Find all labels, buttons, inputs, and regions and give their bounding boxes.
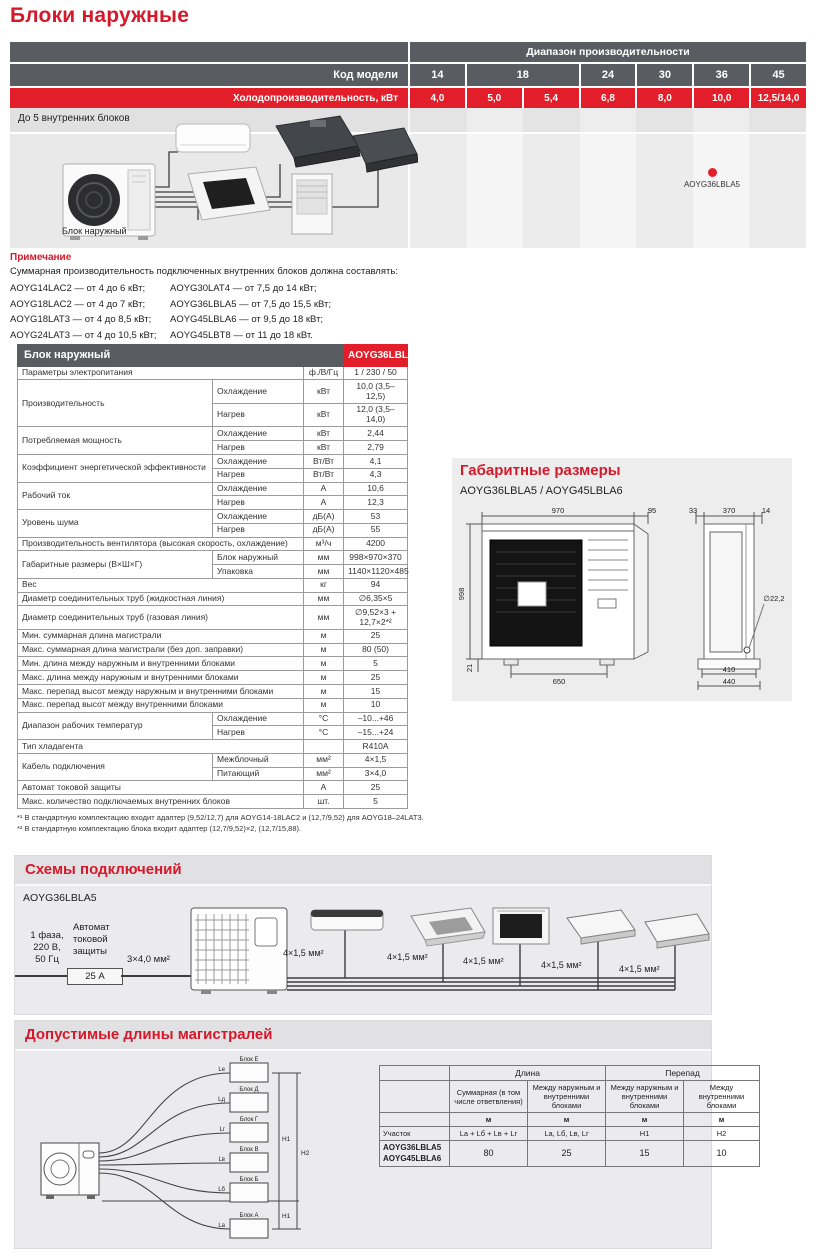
section-cell: Lа, Lб, Lв, Lг xyxy=(528,1127,606,1141)
block-label: Блок А xyxy=(239,1213,259,1219)
spec-cell: 4,3 xyxy=(344,468,408,482)
spec-cell: 25 xyxy=(344,781,408,795)
capacity-table xyxy=(10,42,806,110)
block-label: Блок Д xyxy=(239,1087,259,1093)
spec-cell: Нагрев xyxy=(213,726,304,740)
spec-row xyxy=(18,740,408,754)
section-cell: H1 xyxy=(606,1127,684,1141)
spec-cell: 10,6 xyxy=(344,482,408,496)
spec-cell: мм xyxy=(304,565,344,579)
cooling-value: 5,4 xyxy=(524,88,579,108)
pipe-lengths-table xyxy=(379,1065,760,1167)
spec-row xyxy=(18,592,408,606)
spec-cell: А xyxy=(304,496,344,510)
spec-cell xyxy=(304,740,344,754)
pipe-lengths-diagram xyxy=(27,1053,362,1245)
spec-cell: мм xyxy=(304,592,344,606)
model-cell xyxy=(380,1141,450,1167)
spec-cell: 55 xyxy=(344,523,408,537)
spec-cell: 1 / 230 / 50 xyxy=(344,366,408,380)
spec-cell: мм xyxy=(304,551,344,565)
model-marker-label: AOYG36LBLA5 xyxy=(683,180,741,189)
length-header: Длина xyxy=(450,1066,606,1081)
duct-unit-image xyxy=(276,116,360,167)
spec-cell: Параметры электропитания xyxy=(18,366,304,380)
spec-cell: м³/ч xyxy=(304,537,344,551)
dim-side-depth: 370 xyxy=(722,506,736,515)
spec-cell: °C xyxy=(304,712,344,726)
spec-cell: А xyxy=(304,482,344,496)
spec-cell: м xyxy=(304,629,344,643)
block-label: Блок Б xyxy=(239,1177,259,1183)
spec-row xyxy=(18,578,408,592)
note-item: AOYG18LAT3 — от 4 до 8,5 кВт; xyxy=(10,314,152,325)
units-cluster-image xyxy=(48,112,418,242)
notes-column-right xyxy=(170,281,331,343)
spec-cell: 2,79 xyxy=(344,441,408,455)
spec-cell: Питающий xyxy=(213,767,304,781)
max-indoor-label: До 5 внутренних блоков xyxy=(18,113,130,124)
spec-row xyxy=(18,712,408,726)
spec-row xyxy=(18,795,408,809)
spec-cell: Охлаждение xyxy=(213,712,304,726)
spec-cell: кВт xyxy=(304,380,344,404)
spec-cell: Габаритные размеры (В×Ш×Г) xyxy=(18,551,213,579)
note-item: AOYG36LBLA5 — от 7,5 до 15,5 кВт; xyxy=(170,298,331,310)
notes-title: Примечание xyxy=(10,252,72,263)
spec-cell: Охлаждение xyxy=(213,380,304,404)
value-cell: 80 xyxy=(450,1141,528,1167)
spec-cell: 10,0 (3,5–12,5) xyxy=(344,380,408,404)
model-code: 45 xyxy=(751,64,806,86)
cooling-value: 8,0 xyxy=(637,88,692,108)
spec-cell: ∅6,35×5 xyxy=(344,592,408,606)
spec-cell: Упаковка xyxy=(213,565,304,579)
spec-header-model: AOYG36LBLA5 xyxy=(344,345,408,367)
pipe-col-header: Между внутренними блоками xyxy=(684,1081,760,1113)
breaker-rating-box: 25 А xyxy=(67,968,123,985)
dim-side-offset: 33 xyxy=(688,506,698,515)
power-line: 1 фаза, xyxy=(30,930,64,941)
wall-unit-image xyxy=(176,124,250,152)
spec-cell: Производительность вентилятора (высокая скорость, охлаждение) xyxy=(18,537,304,551)
note-item: AOYG45LBLA6 — от 9,5 до 18 кВт; xyxy=(170,314,324,325)
spec-cell: 12,3 xyxy=(344,496,408,510)
spec-cell: Макс. длина между наружным и внутренними блоками xyxy=(18,671,304,685)
spec-cell: Блок наружный xyxy=(213,551,304,565)
spec-cell: –15...+24 xyxy=(344,726,408,740)
pipe-table-row xyxy=(380,1141,760,1167)
spec-cell: Коэффициент энергетической эффективности xyxy=(18,455,213,483)
branch-cable-label: 4×1,5 мм² xyxy=(463,956,504,966)
h1-label: H1 xyxy=(282,1136,291,1143)
spec-cell: Производительность xyxy=(18,380,213,427)
footnote-2: *² В стандартную комплектацию блока входит адаптер (12,7/9,52)×2, (12,7/15,88). xyxy=(17,824,302,833)
dim-foot-span: 650 xyxy=(552,677,566,686)
wiring-title: Схемы подключений xyxy=(25,861,182,878)
spec-row xyxy=(18,427,408,441)
model-code: 24 xyxy=(581,64,636,86)
spec-row xyxy=(18,671,408,685)
spec-cell: кг xyxy=(304,578,344,592)
pipe-col-header: Между наружным и внутренними блоками xyxy=(528,1081,606,1113)
value-cell: 15 xyxy=(606,1141,684,1167)
notes-column-left xyxy=(10,281,157,343)
dim-base-outer: 440 xyxy=(722,677,736,686)
capacity-range-row xyxy=(10,42,806,62)
dim-front-height: 998 xyxy=(457,587,466,601)
length-label: Lб xyxy=(218,1187,225,1193)
supply-cable-label: 3×4,0 мм² xyxy=(127,954,170,965)
spec-cell: Нагрев xyxy=(213,403,304,427)
spec-cell: м xyxy=(304,657,344,671)
note-item: AOYG18LAC2 — от 4 до 7 кВт; xyxy=(10,298,146,310)
dimensions-section xyxy=(452,458,792,701)
pipe-col-header: Суммарная (в том числе ответвления) xyxy=(450,1081,528,1113)
spec-cell: –10...+46 xyxy=(344,712,408,726)
spec-row xyxy=(18,606,408,630)
outdoor-unit-image xyxy=(191,908,287,994)
spec-cell: Вт/Вт xyxy=(304,455,344,469)
outdoor-unit-image xyxy=(41,1143,99,1199)
spec-row xyxy=(18,380,408,404)
dimensions-drawing xyxy=(452,502,792,697)
spec-cell: 12,0 (3,5–14,0) xyxy=(344,403,408,427)
spec-cell: Нагрев xyxy=(213,496,304,510)
pipe-table-row xyxy=(380,1066,760,1081)
model-line: AOYG45LBLA6 xyxy=(383,1153,442,1163)
cooling-value: 12,5/14,0 xyxy=(751,88,806,108)
pipe-table-wrap xyxy=(379,1065,760,1167)
spec-table-wrap xyxy=(17,344,421,809)
dim-front-overhang: 95 xyxy=(647,506,657,515)
connection-lines xyxy=(155,152,378,234)
cooling-value: 4,0 xyxy=(410,88,465,108)
dimensions-models: AOYG36LBLA5 / AOYG45LBLA6 xyxy=(460,485,623,497)
spec-cell: кВт xyxy=(304,403,344,427)
spec-cell: °C xyxy=(304,726,344,740)
spec-cell: 25 xyxy=(344,671,408,685)
spec-cell: 94 xyxy=(344,578,408,592)
model-code: 30 xyxy=(637,64,692,86)
spec-row xyxy=(18,753,408,767)
spec-row xyxy=(18,643,408,657)
spec-cell: Охлаждение xyxy=(213,427,304,441)
power-line: 220 В, xyxy=(33,942,61,953)
spec-cell: 4,1 xyxy=(344,455,408,469)
spec-cell: Макс. перепад высот между внутренними блоками xyxy=(18,698,304,712)
spec-cell: Кабель подключения xyxy=(18,753,213,781)
console-unit-image xyxy=(292,174,332,234)
spec-cell: ∅9,52×3 + 12,7×2*² xyxy=(344,606,408,630)
dimensions-title: Габаритные размеры xyxy=(460,462,621,479)
cooling-value: 6,8 xyxy=(581,88,636,108)
pipe-col-header: Между наружным и внутренними блоками xyxy=(606,1081,684,1113)
block-label: Блок Е xyxy=(239,1057,259,1063)
h2-label: H2 xyxy=(301,1150,310,1157)
duct-unit-image xyxy=(567,910,635,944)
spec-cell: 2,44 xyxy=(344,427,408,441)
section-label: Участок xyxy=(380,1127,450,1141)
section-cell: H2 xyxy=(684,1127,760,1141)
spec-row xyxy=(18,537,408,551)
length-label: Lв xyxy=(218,1157,225,1163)
branch-cable-label: 4×1,5 мм² xyxy=(387,952,428,962)
spec-row xyxy=(18,657,408,671)
overview-band xyxy=(10,108,806,248)
pipe-lengths-title: Допустимые длины магистралей xyxy=(25,1026,273,1043)
pipe-cell xyxy=(380,1113,450,1127)
breaker-line: токовой xyxy=(73,934,108,945)
spec-cell: Нагрев xyxy=(213,523,304,537)
spec-cell: 5 xyxy=(344,795,408,809)
model-code-label: Код модели xyxy=(10,64,408,86)
spec-row xyxy=(18,482,408,496)
pipe-table-row xyxy=(380,1081,760,1113)
model-code: 36 xyxy=(694,64,749,86)
spec-row xyxy=(18,781,408,795)
cooling-capacity-label: Холодопроизводительность, кВт xyxy=(10,88,408,108)
spec-row xyxy=(18,455,408,469)
wiring-diagram xyxy=(15,886,711,1016)
branch-cable-label: 4×1,5 мм² xyxy=(541,960,582,970)
breaker-line: Автомат xyxy=(73,922,110,933)
cooling-value: 5,0 xyxy=(467,88,522,108)
spec-cell: Межблочный xyxy=(213,753,304,767)
unit-cell: м xyxy=(528,1113,606,1127)
spec-cell: 53 xyxy=(344,510,408,524)
length-label: Lа xyxy=(218,1223,225,1229)
block-label: Блок Г xyxy=(239,1117,259,1123)
spec-cell: Охлаждение xyxy=(213,510,304,524)
spec-table xyxy=(17,344,421,809)
dim-drain-hole: ∅22,2 xyxy=(763,594,785,603)
spec-cell: Охлаждение xyxy=(213,482,304,496)
length-label: Lе xyxy=(218,1067,225,1073)
duct-unit-image xyxy=(645,914,709,948)
spec-cell: Макс. перепад высот между наружным и внутренними блоками xyxy=(18,685,304,699)
note-item: AOYG24LAT3 — от 4 до 10,5 кВт; xyxy=(10,329,157,341)
spec-cell: мм² xyxy=(304,753,344,767)
spec-cell: м xyxy=(304,671,344,685)
dim-base-inner: 410 xyxy=(722,665,736,674)
spec-row xyxy=(18,685,408,699)
spec-cell: мм² xyxy=(304,767,344,781)
spec-header-label: Блок наружный xyxy=(18,345,344,367)
wiring-body xyxy=(15,886,711,1014)
front-view xyxy=(482,524,648,665)
note-item: AOYG30LAT4 — от 7,5 до 14 кВт; xyxy=(170,283,317,294)
pipe-cell xyxy=(380,1081,450,1113)
spec-cell: 998×970×370 xyxy=(344,551,408,565)
pipe-lengths-body xyxy=(15,1051,745,1248)
spec-cell: 4200 xyxy=(344,537,408,551)
spec-cell: 1140×1120×485 xyxy=(344,565,408,579)
spec-cell: м xyxy=(304,643,344,657)
spec-cell: Диапазон рабочих температур xyxy=(18,712,213,740)
model-marker-dot xyxy=(708,168,717,177)
h1-bottom-label: H1 xyxy=(282,1213,291,1220)
spec-footnotes xyxy=(17,812,457,834)
spec-row xyxy=(18,698,408,712)
console-unit-image xyxy=(493,908,549,944)
spec-cell: Уровень шума xyxy=(18,510,213,538)
height-labels xyxy=(282,1136,310,1220)
spec-cell: Макс. количество подключаемых внутренних блоков xyxy=(18,795,304,809)
spec-row xyxy=(18,629,408,643)
spec-cell: кВт xyxy=(304,427,344,441)
spec-cell: м xyxy=(304,685,344,699)
height-dimension-lines xyxy=(272,1073,301,1229)
capacity-cooling-row xyxy=(10,88,806,108)
spec-cell: Рабочий ток xyxy=(18,482,213,510)
outdoor-unit-caption: Блок наружный xyxy=(62,226,127,236)
side-view xyxy=(698,524,764,669)
spec-cell: А xyxy=(304,781,344,795)
spec-cell: Макс. суммарная длина магистрали (без доп. заправки) xyxy=(18,643,304,657)
spec-cell: Тип хладагента xyxy=(18,740,304,754)
length-labels xyxy=(218,1067,226,1229)
spec-header-row xyxy=(18,345,408,367)
pipe-lengths-header xyxy=(15,1021,711,1051)
spec-cell: Мин. суммарная длина магистрали xyxy=(18,629,304,643)
branch-pipes xyxy=(99,1073,299,1229)
spec-cell: Вт/Вт xyxy=(304,468,344,482)
page-title: Блоки наружные xyxy=(10,4,190,27)
spec-row xyxy=(18,551,408,565)
breaker-line: защиты xyxy=(73,946,107,957)
dim-side-lip: 14 xyxy=(761,506,771,515)
model-code: 14 xyxy=(410,64,465,86)
spec-row xyxy=(18,366,408,380)
spec-cell: 15 xyxy=(344,685,408,699)
length-label: Lд xyxy=(218,1097,225,1103)
model-code: 18 xyxy=(467,64,579,86)
pipe-table-row xyxy=(380,1127,760,1141)
footnote-1: *¹ В стандартную комплектацию входит адаптер (9,52/12,7) для AOYG14-18LAC2 и (12,7/9,52) для AOYG18–24LAT3. xyxy=(17,813,424,822)
cooling-value: 10,0 xyxy=(694,88,749,108)
capacity-spacer-cell xyxy=(10,42,408,62)
spec-cell: дБ(А) xyxy=(304,510,344,524)
dim-front-width: 970 xyxy=(551,506,565,515)
note-item: AOYG45LBT8 — от 11 до 18 кВт. xyxy=(170,329,313,341)
spec-cell: Охлаждение xyxy=(213,455,304,469)
spec-cell: 25 xyxy=(344,629,408,643)
block-label: Блок В xyxy=(239,1147,259,1153)
spec-cell: 80 (50) xyxy=(344,643,408,657)
spec-cell: Нагрев xyxy=(213,441,304,455)
wiring-model: AOYG36LBLA5 xyxy=(23,892,97,904)
model-line: AOYG36LBLA5 xyxy=(383,1143,442,1153)
wall-unit-image xyxy=(311,910,383,930)
spec-cell: Мин. длина между наружным и внутренними блоками xyxy=(18,657,304,671)
spec-cell: 4×1,5 xyxy=(344,753,408,767)
value-cell: 25 xyxy=(528,1141,606,1167)
spec-cell: Диаметр соединительных труб (жидкостная линия) xyxy=(18,592,304,606)
pipe-cell xyxy=(380,1066,450,1081)
spec-cell: Диаметр соединительных труб (газовая линия) xyxy=(18,606,304,630)
capacity-codes-row xyxy=(10,64,806,86)
spec-cell: R410A xyxy=(344,740,408,754)
capacity-range-header: Диапазон производительности xyxy=(410,42,806,62)
spec-cell: кВт xyxy=(304,441,344,455)
power-line: 50 Гц xyxy=(35,954,59,965)
spec-cell: Вес xyxy=(18,578,304,592)
drop-header: Перепад xyxy=(606,1066,760,1081)
unit-cell: м xyxy=(450,1113,528,1127)
wiring-section xyxy=(14,855,712,1015)
spec-cell: ф./В/Гц xyxy=(304,366,344,380)
spec-cell: дБ(А) xyxy=(304,523,344,537)
notes-intro: Суммарная производительность подключенных внутренних блоков должна составлять: xyxy=(10,266,398,277)
spec-cell: Нагрев xyxy=(213,468,304,482)
spec-cell: 3×4,0 xyxy=(344,767,408,781)
note-item: AOYG14LAC2 — от 4 до 6 кВт; xyxy=(10,283,146,294)
spec-cell: 10 xyxy=(344,698,408,712)
spec-cell: мм xyxy=(304,606,344,630)
spec-cell: Потребляемая мощность xyxy=(18,427,213,455)
cassette-unit-image xyxy=(188,167,270,220)
branch-cable-label: 4×1,5 мм² xyxy=(283,948,324,958)
spec-cell: 5 xyxy=(344,657,408,671)
spec-row xyxy=(18,510,408,524)
spec-cell: м xyxy=(304,698,344,712)
pipe-table-row xyxy=(380,1113,760,1127)
unit-cell: м xyxy=(606,1113,684,1127)
spec-cell: шт. xyxy=(304,795,344,809)
cassette-unit-image xyxy=(411,908,485,946)
section-cell: Lа + Lб + Lв + Lг xyxy=(450,1127,528,1141)
length-label: Lг xyxy=(219,1127,225,1133)
wiring-header xyxy=(15,856,711,886)
dim-foot-height: 21 xyxy=(465,663,474,673)
value-cell: 10 xyxy=(684,1141,760,1167)
unit-cell: м xyxy=(684,1113,760,1127)
duct-unit-image xyxy=(353,128,418,172)
branch-cable-label: 4×1,5 мм² xyxy=(619,964,660,974)
spec-cell: Автомат токовой защиты xyxy=(18,781,304,795)
pipe-lengths-section xyxy=(14,1020,745,1249)
